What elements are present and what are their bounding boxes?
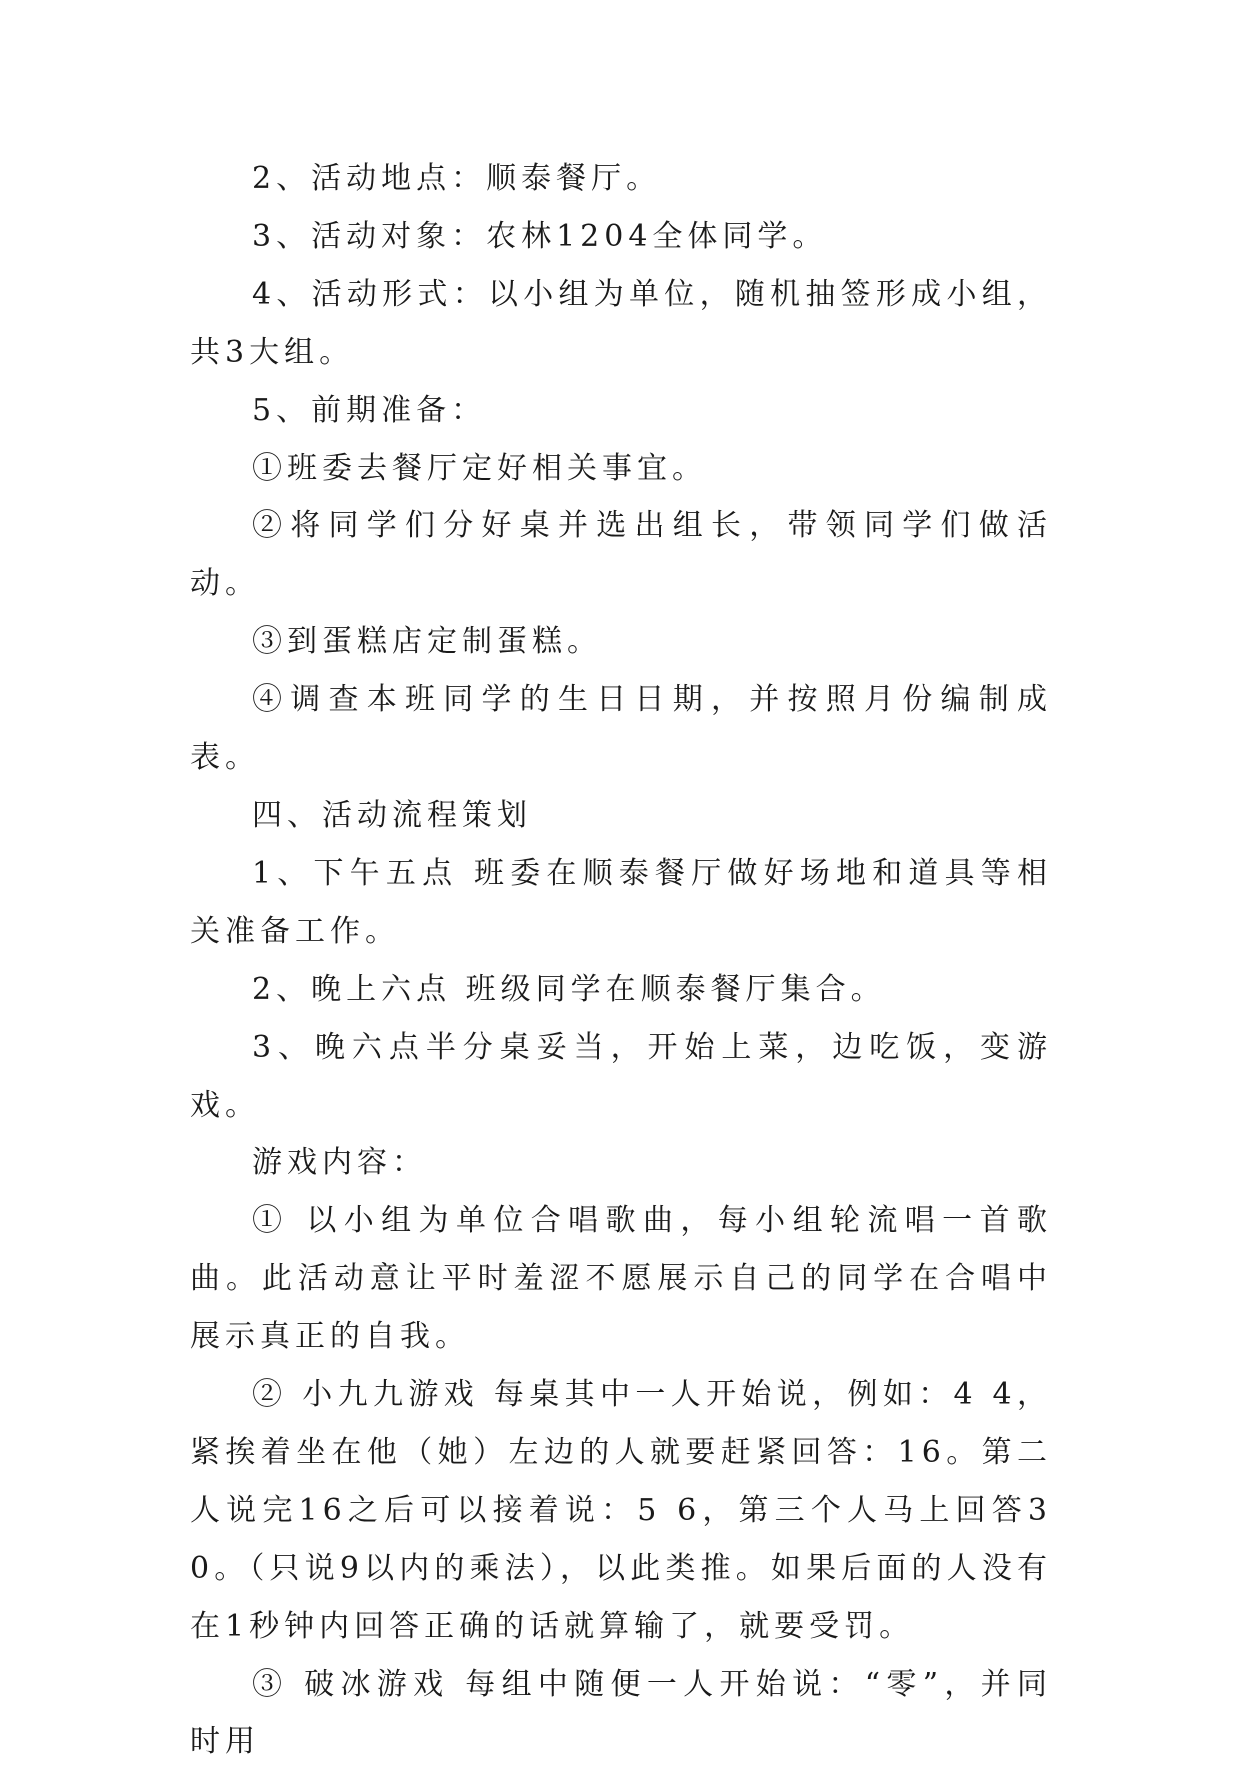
paragraph-game-1: ① 以小组为单位合唱歌曲，每小组轮流唱一首歌曲。此活动意让平时羞涩不愿展示自己的同学在合唱中展示真正的自我。 [190,1203,1052,1355]
section-heading-process: 四、活动流程策划 [252,797,532,833]
paragraph-activity-location: 2、活动地点：顺泰餐厅。 [252,161,662,196]
paragraph-game-2: ② 小九九游戏 每桌其中一人开始说，例如：4 4，紧挨着坐在他（她）左边的人就要赶紧回答：16。第二人说完16之后可以接着说：5 6，第三个人马上回答30。（只说9以内的乘法），以此类推。如果后面的人没有在1秒钟内回答正确的话就算输了，就要受罚。 [190,1377,1052,1644]
paragraph-prep-item-3: ③到蛋糕店定制蛋糕。 [252,624,602,660]
paragraph-preparation-heading: 5、前期准备： [252,392,487,428]
paragraph-prep-item-4: ④调查本班同学的生日日期，并按照月份编制成表。 [190,682,1052,776]
paragraph-process-step-3: 3、晚六点半分桌妥当，开始上菜，边吃饭，变游戏。 [190,1029,1052,1123]
paragraph-prep-item-1: ①班委去餐厅定好相关事宜。 [252,450,707,486]
paragraph-game-content-heading: 游戏内容： [252,1145,427,1181]
paragraph-process-step-2: 2、晚上六点 班级同学在顺泰餐厅集合。 [252,971,886,1007]
paragraph-prep-item-2: ②将同学们分好桌并选出组长，带领同学们做活动。 [190,508,1052,602]
paragraph-activity-form: 4、活动形式：以小组为单位，随机抽签形成小组，共3大组。 [190,276,1052,370]
paragraph-activity-target: 3、活动对象：农林1204全体同学。 [252,218,828,254]
paragraph-process-step-1: 1、下午五点 班委在顺泰餐厅做好场地和道具等相关准备工作。 [190,855,1052,949]
paragraph-game-3: ③ 破冰游戏 每组中随便一人开始说：“零”，并同时用 [190,1666,1052,1760]
document-body [190,150,1052,1771]
